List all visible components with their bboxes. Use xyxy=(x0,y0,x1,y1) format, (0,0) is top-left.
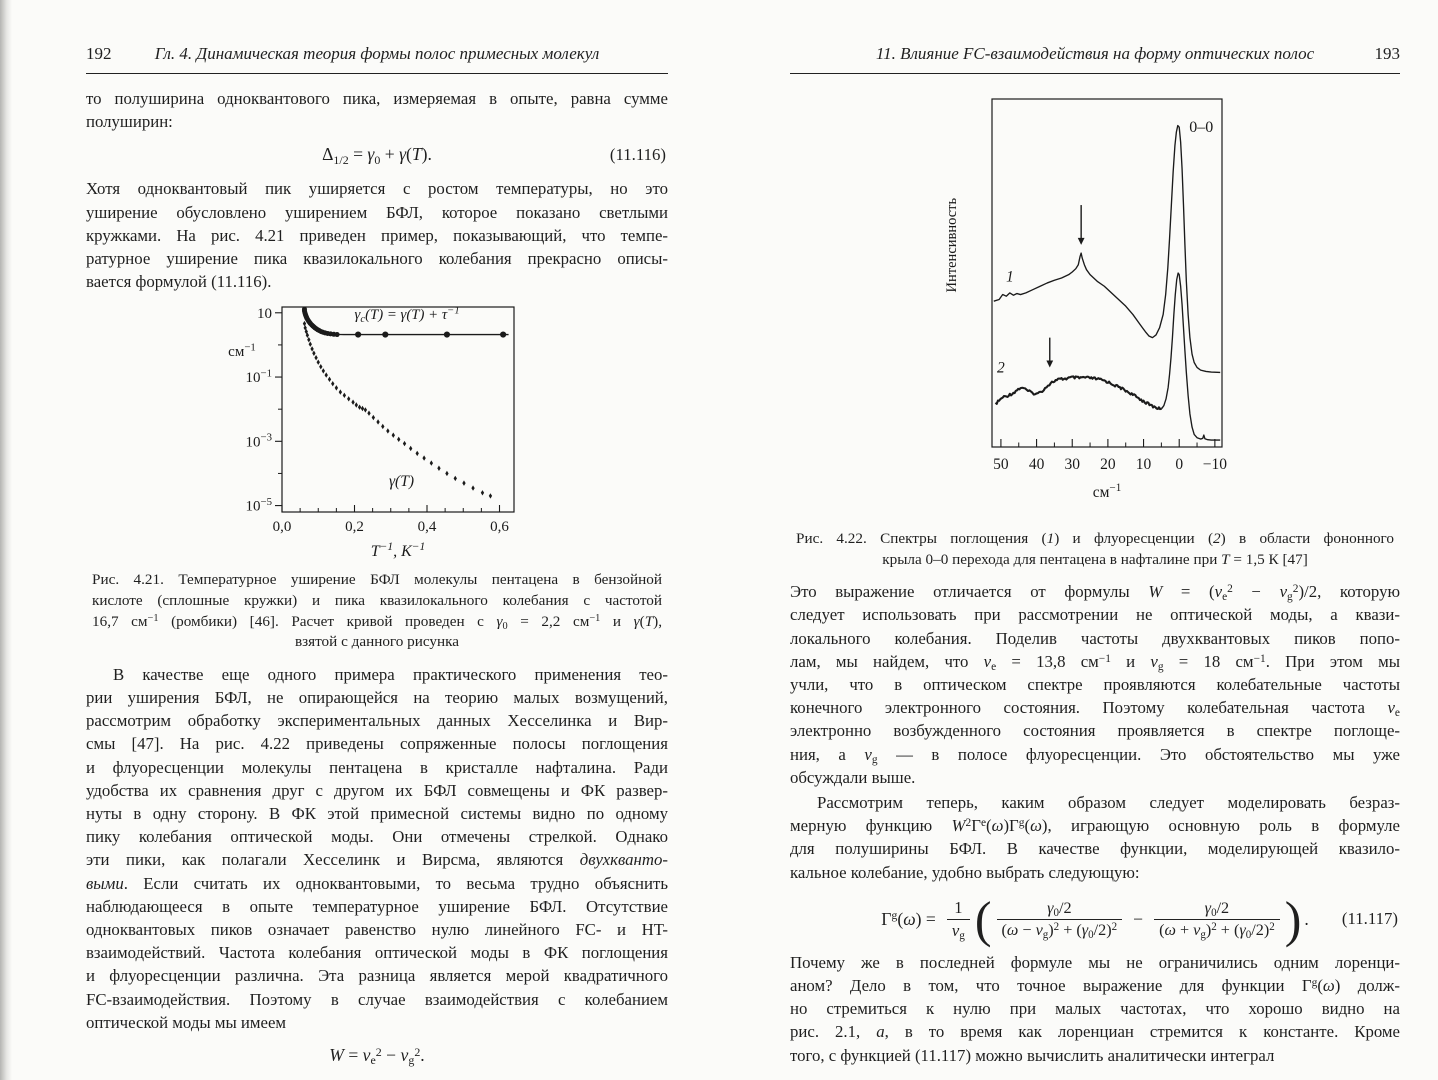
text-line: и флуоресценции молекулы пентацена в кристалле нафталина. Ради xyxy=(86,757,668,777)
equation-11-116 xyxy=(86,144,668,165)
equation-body: $\Delta_{1/2} = \gamma_0 + \gamma(T)$. xyxy=(322,144,432,167)
running-title: Гл. 4. Динамическая теория формы полос примесных молекул xyxy=(154,44,600,63)
text-line: обсуждали выше. xyxy=(790,767,916,787)
paragraph xyxy=(86,663,668,1034)
paragraph xyxy=(86,177,668,293)
text-line: рассмотрим обработку экспериментальных данных Хесселинка и Вир- xyxy=(86,711,668,731)
numerator: 1 xyxy=(954,897,963,917)
text-line: эти пики, как полагали Хесселинк и Вирсма, являются двухкванто- xyxy=(86,850,668,870)
figure-4-22 xyxy=(790,87,1400,525)
svg-text:0,4: 0,4 xyxy=(417,519,437,536)
page-number: 192 xyxy=(86,44,112,63)
text-line: вается формулой (11.116). xyxy=(86,272,272,292)
text-line: кальное колебание, удобно выбрать следующую: xyxy=(790,862,1140,882)
text-line: локального колебания. Поделив частоты двухквантовых пиков попо- xyxy=(790,628,1400,648)
text-line: Это выражение отличается от формулы $W = (\nu_e^2 - \nu_g^2)/2$, которую xyxy=(790,582,1400,604)
equation-W xyxy=(86,1045,668,1066)
fraction xyxy=(947,898,970,941)
numerator: $\gamma_0/2$ xyxy=(1047,898,1072,919)
text-line: крыла 0–0 перехода для пентацена в нафталине при T = 1,5 К [47] xyxy=(882,550,1308,568)
text-line: ния, а $\nu_g$ — в полосе флуоресценции. Это обстоятельство мы уже xyxy=(790,744,1400,766)
denominator: $(\omega - \nu_g)^2 + (\gamma_0/2)^2$ xyxy=(997,919,1123,940)
svg-text:γc(T) = γ(T) + τ−1: $\gamma_c(T) = \gamma(T) + \tau^{-1}$ xyxy=(354,305,460,326)
figure-4-22-chart xyxy=(930,87,1260,525)
text-line: и флуоресценции различна. Эта разница является мерой квадратичного xyxy=(86,966,668,986)
text-line: ратурное уширение пика квазилокального колебания прекрасно описы- xyxy=(86,249,668,269)
svg-text:10: 10 xyxy=(1135,456,1152,473)
text-line: лам, мы найдем, что $\nu_e = 13,8$ $см^{-1}$ и $\nu_g = 18$ $см^{-1}$. При этом мы xyxy=(790,651,1400,673)
svg-text:20: 20 xyxy=(1100,456,1116,473)
text-line: но стремиться к нулю при малых частотах, что хорошо видно на xyxy=(790,999,1400,1019)
svg-text:30: 30 xyxy=(1064,456,1080,473)
paragraph xyxy=(790,580,1400,789)
text-line: взятой с данного рисунка xyxy=(294,633,460,651)
svg-text:0,2: 0,2 xyxy=(345,519,364,536)
svg-text:Интенсивность: Интенсивность xyxy=(944,197,960,293)
text-line: того, с функцией (11.117) можно вычислить аналитически интеграл xyxy=(790,1045,1275,1065)
paragraph xyxy=(790,791,1400,884)
equation-body: $W = \nu_e^2 - \nu_g^2$. xyxy=(329,1044,425,1068)
equation-number: (11.116) xyxy=(609,144,666,164)
text-line: аном? Дело в том, что точное выражение для функции $\Gamma^g(\omega)$ долж- xyxy=(790,976,1400,996)
denominator: $\nu_g$ xyxy=(947,919,970,941)
numerator: $\gamma_0/2$ xyxy=(1204,898,1230,919)
text-line: кислоте (сплошные кружки) и пика квазилокального колебания с частотой xyxy=(92,592,662,610)
text-line: одноквантовых пиков означает равенство нулю линейного FC- и HT- xyxy=(86,920,668,940)
text-line: взаимодействий. Частота колебания оптической моды в ФК поглощения xyxy=(86,943,668,963)
text-line: 16,7 $см^{-1}$ (ромбики) [46]. Расчет кривой проведен с $\gamma_0 = 2,2$ $см^{-1}$ и γ(T), xyxy=(92,612,662,632)
paragraph xyxy=(790,951,1400,1067)
text-line: конечного электронного состояния. Поэтому колебательная частота $\nu_e$ xyxy=(790,698,1400,720)
text-line: пику колебания оптической моды. Они отмечены стрелкой. Однако xyxy=(86,827,668,847)
svg-text:0,0: 0,0 xyxy=(272,519,292,536)
svg-text:1: 1 xyxy=(1005,268,1014,286)
equation-11-117: $\Gamma^g(\omega)$ = $\frac{1}{\nu_g}$ ( $\frac{\gamma_0/2}{(\omega - \nu_g)^2 + (\gamma_0/2)^2}$ − $\frac{\gamma_0/2}{(\omega + \nu_g)^2 + (\gamma_0/2)^2}$ ) . (11.117) xyxy=(881,890,1398,948)
text-line: то полуширина одноквантового пика, измеряемая в опыте, равна сумме xyxy=(86,89,668,108)
svg-text:2: 2 xyxy=(997,359,1005,377)
text-line: кружками. На рис. 4.21 приведен пример, показывающий, что темпе- xyxy=(86,225,668,245)
text-line: В качестве еще одного примера практического применения тео- xyxy=(113,664,668,684)
figure-4-22-caption xyxy=(796,529,1394,570)
running-title: 11. Влияние FC-взаимодействия на форму оптических полос xyxy=(875,44,1315,63)
text-line: Рис. 4.22. Спектры поглощения (1) и флуоресценции (2) в области фононного xyxy=(796,530,1394,547)
text-line: Хотя одноквантовый пик уширяется с ростом температуры, но это xyxy=(86,179,668,199)
svg-text:см−1: $см^{-1}$ xyxy=(1092,482,1122,501)
page-header-right xyxy=(790,44,1400,74)
svg-text:10: 10 xyxy=(257,306,272,323)
equation-lhs: $\Gamma^g(\omega)$ = xyxy=(881,908,936,929)
fraction xyxy=(1154,899,1280,940)
svg-text:0: 0 xyxy=(1175,456,1184,473)
scan-edge-shadow xyxy=(0,0,12,1080)
text-line: мерную функцию $W^2\Gamma^e(\omega)\Gamma^g(\omega)$, играющую основную роль в формуле xyxy=(790,816,1400,836)
svg-text:γ(T): γ(T) xyxy=(388,473,414,491)
equation-number: (11.117) xyxy=(1341,909,1398,929)
svg-text:T−1, К−1: $T^{-1}$, $К^{-1}$ xyxy=(370,541,426,561)
page-header-left xyxy=(86,44,668,74)
text-line: уширение обусловлено уширением БФЛ, которое показано светлыми xyxy=(86,202,668,222)
svg-text:10−3: $10^{-3}$ xyxy=(245,432,272,451)
text-line: смы [47]. На рис. 4.22 приведены сопряженные полосы поглощения xyxy=(86,734,668,754)
svg-text:40: 40 xyxy=(1028,456,1045,473)
svg-text:10−5: $10^{-5}$ xyxy=(245,496,272,515)
text-line: выми. Если считать их одноквантовыми, то весьма трудно объяснить xyxy=(86,873,668,893)
text-line: учли, что в оптическом спектре проявляются колебательные частоты xyxy=(790,675,1400,694)
page-193 xyxy=(700,0,1438,1078)
text-line: нуты в одну сторону. В ФК этой примесной системы видно по одному xyxy=(86,804,668,824)
svg-text:10−1: $10^{-1}$ xyxy=(245,367,272,387)
text-line: рии уширения БФЛ, не опирающейся на теорию малых возмущений, xyxy=(86,688,668,707)
figure-4-21-chart xyxy=(204,299,584,561)
period: . xyxy=(1304,908,1309,929)
paragraph xyxy=(86,87,668,133)
text-line: для полуширины БФЛ. В качестве функции, моделирующей квазило- xyxy=(790,839,1400,859)
figure-4-21-caption xyxy=(92,570,662,652)
fraction xyxy=(997,899,1123,940)
text-line: оптической моды мы имеем xyxy=(86,1012,287,1032)
page-192 xyxy=(0,0,700,1078)
text-line: следует использовать при рассмотрении не оптической моды, а квази- xyxy=(790,605,1400,625)
svg-text:0–0: 0–0 xyxy=(1189,119,1214,137)
svg-text:см−1: $см^{-1}$ xyxy=(228,341,256,361)
text-line: Почему же в последней формуле мы не ограничились одним лоренци- xyxy=(790,952,1400,972)
page-number: 193 xyxy=(1374,44,1400,63)
text-line: рис. 2.1, а, в то время как лоренциан стремится к константе. Кроме xyxy=(790,1022,1400,1042)
svg-text:0,6: 0,6 xyxy=(490,519,509,536)
text-line: FC-взаимодействия. Поэтому в случае взаимодействия с колебанием xyxy=(86,989,668,1009)
text-line: полуширин: xyxy=(86,112,173,132)
figure-4-21 xyxy=(204,299,668,566)
minus-sign: − xyxy=(1133,908,1144,929)
text-line: удобства их сравнения друг с другом их БФЛ совмещены и ФК развер- xyxy=(86,780,668,800)
svg-text:−10: −10 xyxy=(1202,456,1227,473)
text-line: электронно возбужденного состояния проявляется в спектре поглоще- xyxy=(790,721,1400,741)
text-line: Рис. 4.21. Температурное уширение БФЛ молекулы пентацена в бензойной xyxy=(92,571,662,589)
svg-text:50: 50 xyxy=(993,456,1009,473)
denominator: $(\omega + \nu_g)^2 + (\gamma_0/2)^2$ xyxy=(1154,919,1280,940)
text-line: Рассмотрим теперь, каким образом следует моделировать безраз- xyxy=(817,793,1400,813)
text-line: наблюдающееся в опыте температурное уширение БФЛ. Отсутствие xyxy=(86,896,668,916)
